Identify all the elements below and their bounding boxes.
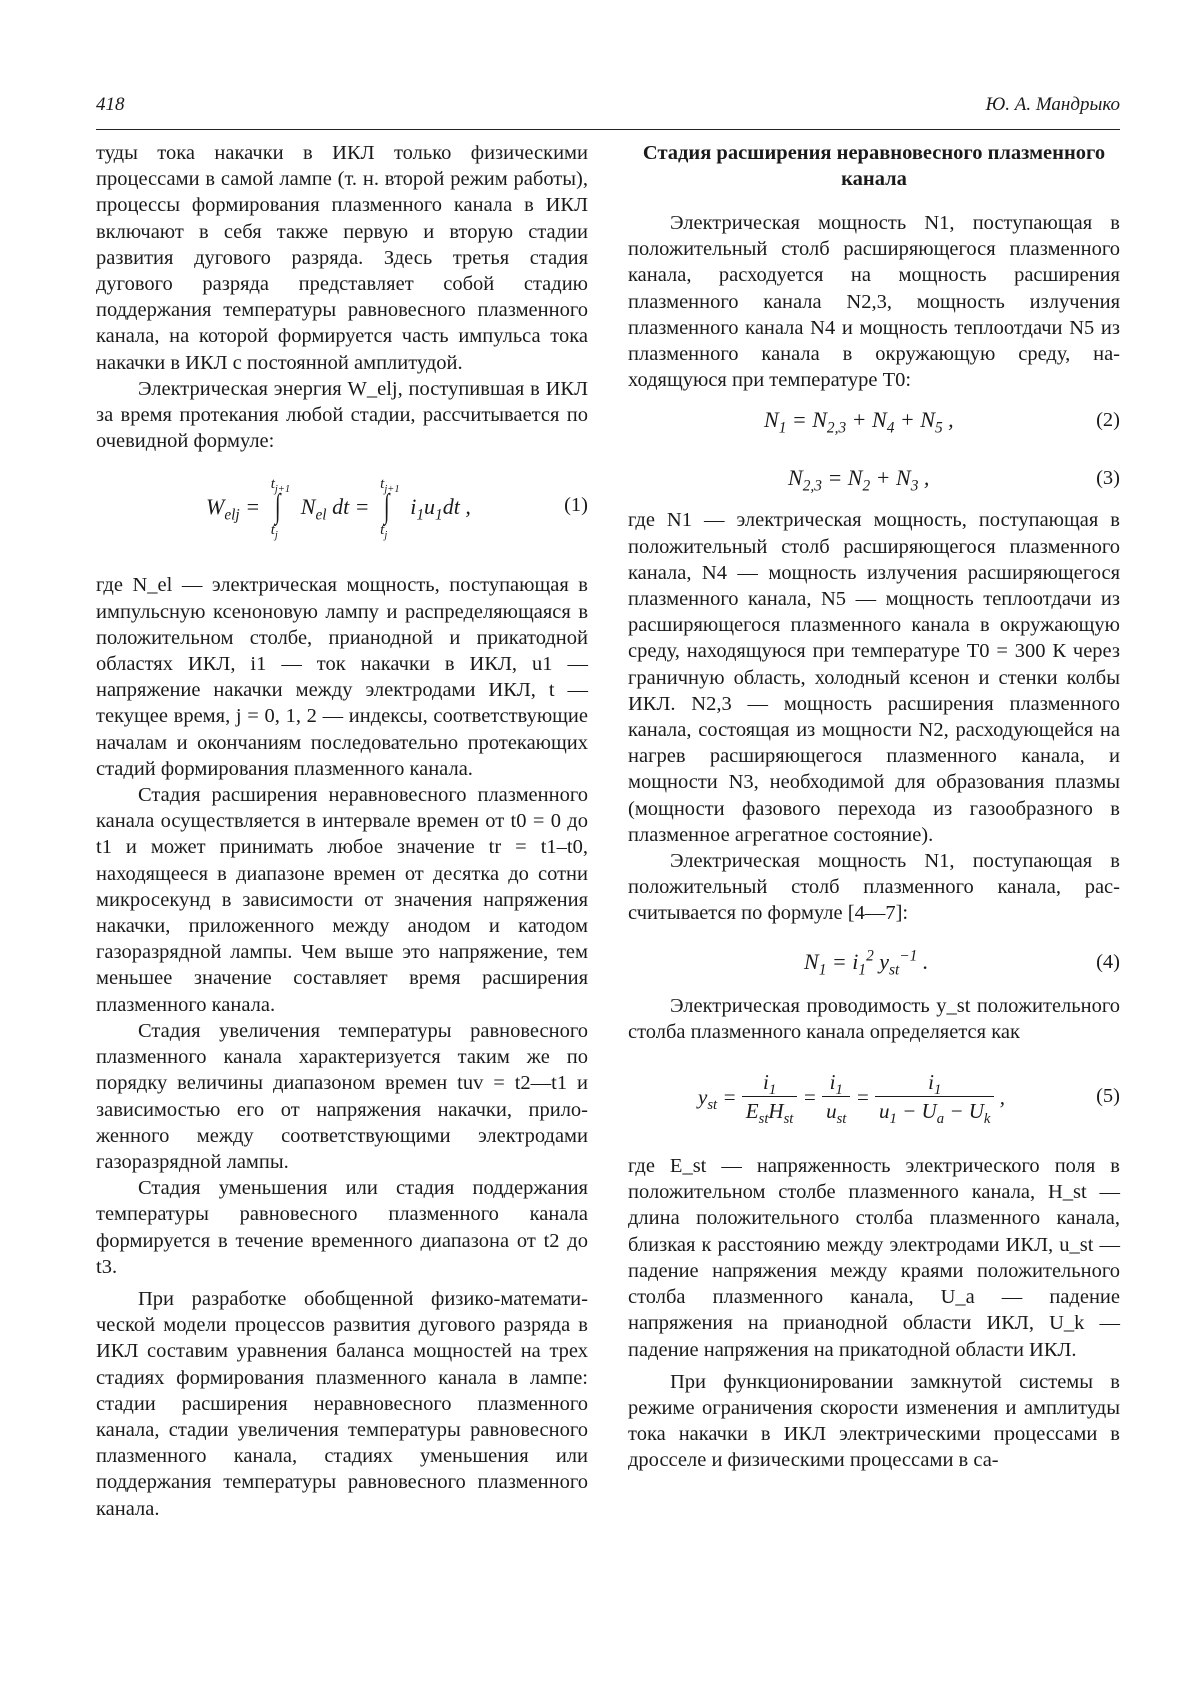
equation-2-body: $N_1 = N_{2,3} + N_4 + N_5$ , (764, 407, 954, 437)
integral-sign-1: $t_{j+1}$ ∫ $t_j$ (270, 476, 291, 542)
equation-5-body: $y_{st}$ = $\frac{i_1}{E_{st}H_{st}}$ = $\frac{i_1}{u_{st}}$ = $\frac{i_1}{u_1 - U_a - U_k}$ , (698, 1070, 1005, 1128)
left-paragraph-6: Стадия уменьшения или стадия поддержания температуры равновесного плазменного канала формируется в течение временного диапазона от t2 до t3. (96, 1177, 588, 1278)
equation-3 (628, 449, 1120, 507)
equation-3-body: $N_{2,3} = N_2 + N_3$ , (788, 465, 930, 495)
equation-1-number: (1) (564, 494, 588, 517)
running-header (96, 90, 1120, 124)
equation-3-number: (3) (1096, 467, 1120, 490)
left-paragraph-4: Стадия расширения неравновесного плазменного канала осуществляется в интервале времен от t0 = 0 до t1 и может принимать любое значение tr = t1–t0, находящееся в диапазоне времен от десятка до сотни микросекунд в зависимости от значения напряжения накачки, приложенного между анодом и катодом газоразрядной лампы. Чем выше это напряжение, тем меньшее значение составляет время расширения плазменного канала. (96, 784, 588, 1016)
right-paragraph-1: Электрическая мощность N1, поступающая в положительный столб расширяющегося плазменного канала, расходуется на мощность расширения плазменного канала N2,3, мощность излучения плазменного канала N4 и мощность теплоотдачи N5 из плазменного канала в окружающую среду, находящуюся при температуре T0: (628, 212, 1120, 392)
equation-5 (628, 1045, 1120, 1153)
right-paragraph-2: где N1 — электрическая мощность, поступающая в положительный столб расширяющегося плазменного канала, N4 — мощность излучения расширяющегося плазменного канала, N5 — мощность теплоотдачи из расширяющегося плазменного канала в окружающую среду, находящуюся при температуре T0 = 300 К через граничную область, холодный ксенон и стенки колбы ИКЛ. N2,3 — мощность расширения плазменного канала, состоящая из мощности N2, расходующейся на нагрев расширяющегося плазменного канала, и мощности N3, необходимой для образования плазмы (мощности фазового перехода из газообразного в плазменное агрегатное состояние). (628, 509, 1120, 846)
header-rule (96, 129, 1120, 130)
right-column (628, 140, 1120, 1474)
left-paragraph-1: туды тока накачки в ИКЛ только физическими процессами в самой лампе (т. н. второй режим работы), процессы формирования плазменного канала в ИКЛ включают в себя также первую и вторую стадии развития дугового разряда. Здесь третья стадия дугового разряда представляет собой стадию поддержания температуры равновесного плазменного канала, на которой формируется часть импульса тока накачки в ИКЛ с постоянной амплитудой. (96, 142, 588, 374)
page-number: 418 (96, 94, 125, 115)
right-paragraph-3: Электрическая мощность N1, поступающая в положительный столб плазменного канала, рассчитывается по формуле [4—7]: (628, 850, 1120, 925)
equation-1 (96, 454, 588, 572)
right-paragraph-5: где E_st — напряженность электрического поля в положительном столбе плазменного канала, H_st — длина положительного столба плазменного канала, близкая к расстоянию между электродами ИКЛ, u_st — падение напряжения между краями положительного столба плазменного канала, U_a — падение напряжения на прианодной области ИКЛ, U_k — падение напряжения на прикатодной области ИКЛ. (628, 1155, 1120, 1361)
section-heading: Стадия расширения неравновесного плазменного канала (642, 142, 1106, 190)
running-author: Ю. А. Мандрыко (985, 94, 1120, 115)
equation-4-body: $N_1 = i_1^2$ $y_{st}^{-1}$ . (804, 947, 929, 979)
left-paragraph-5: Стадия увеличения температуры равновесного плазменного канала характеризуется таким же по порядку величины диапазоном времен tuv = t2—t1 и зависимостью его от напряжения накачки, приложенного между соответствующими электродами газоразрядной лампы. (96, 1019, 588, 1173)
left-paragraph-3: где N_el — электрическая мощность, поступающая в импульсную ксеноновую лампу и распределяющаяся в положительном столбе, прианодной и прикатодной областях ИКЛ, i1 — ток накачки в ИКЛ, u1 — напряжение накачки между электродами ИКЛ, t — текущее время, j = 0, 1, 2 — индексы, соответствующие началам и окончаниям последовательно протекающих стадий формирования плазменного канала. (96, 574, 588, 780)
right-paragraph-6: При функционировании замкнутой системы в режиме ограничения скорости изменения и амплитуды тока накачки в ИКЛ электрическими процессами в дросселе и физическими процессами в са- (628, 1370, 1120, 1472)
left-column (96, 140, 588, 1522)
fraction-3: $\frac{i_1}{u_1 - U_a - U_k}$ (875, 1069, 994, 1124)
integral-sign-2: $t_{j+1}$ ∫ $t_j$ (380, 476, 400, 542)
equation-4-number: (4) (1096, 950, 1120, 973)
fraction-1: $\frac{i_1}{E_{st}H_{st}}$ (742, 1069, 798, 1124)
left-paragraph-2: Электрическая энергия W_elj, поступившая в ИКЛ за время протекания любой стадии, рассчитывается по очевидной формуле: (96, 377, 588, 453)
equation-1-body: $W_{elj}$ = $t_{j+1}$ ∫ $t_j$ $N_{el}$ dt = $t_{j+1}$ ∫ $t_j$ $i_1u_1dt$ , (206, 476, 471, 542)
equation-5-number: (5) (1096, 1085, 1120, 1108)
equation-4 (628, 927, 1120, 993)
right-paragraph-4: Электрическая проводимость y_st положительного столба плазменного канала определяется как (628, 994, 1120, 1043)
fraction-2: $\frac{i_1}{u_{st}}$ (822, 1069, 850, 1124)
equation-2 (628, 393, 1120, 449)
left-paragraph-7: При разработке обобщенной физико-математической модели процессов развития дугового разряда в ИКЛ составим уравнения баланса мощностей на трех стадиях формирования плазменного канала в лампе: стадии расширения неравновесного плазменного канала, стадии увеличения температуры равновесного плазменного канала, стадиях уменьшения или поддержания температуры равновесного плазменного канала. (96, 1287, 588, 1520)
equation-2-number: (2) (1096, 409, 1120, 432)
